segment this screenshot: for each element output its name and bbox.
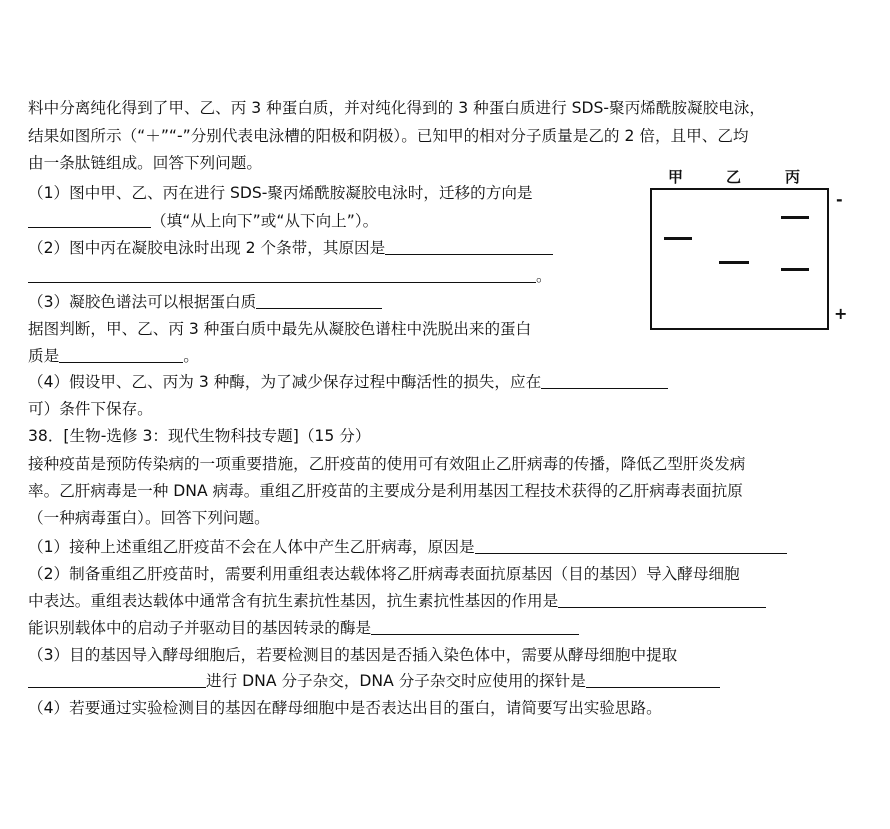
answer-blank — [475, 537, 787, 554]
text-line — [28, 345, 199, 367]
text-segment: （3）凝胶色谱法可以根据蛋白质 — [28, 293, 257, 311]
answer-blank — [28, 266, 536, 283]
text-segment: 率。乙肝病毒是一种 DNA 病毒。重组乙肝疫苗的主要成分是利用基因工程技术获得的乙肝病毒表面抗原 — [28, 482, 743, 500]
text-line — [28, 507, 270, 529]
text-line — [28, 398, 153, 420]
text-segment: 结果如图所示（“＋”“-”分别代表电泳槽的阳极和阴极）。已知甲的相对分子质量是乙的 2 倍，且甲、乙均 — [28, 127, 749, 145]
text-segment: 可）条件下保存。 — [28, 400, 153, 418]
answer-blank — [256, 292, 382, 309]
text-line — [28, 480, 743, 502]
text-segment: 。 — [536, 267, 552, 285]
text-segment: 能识别载体中的启动子并驱动目的基因转录的酶是 — [28, 619, 372, 637]
anode-sign: + — [834, 304, 848, 323]
lane-label-bing: 丙 — [785, 168, 801, 186]
text-segment: （2）图中丙在凝胶电泳时出现 2 个条带，其原因是 — [28, 239, 386, 257]
text-line — [28, 97, 765, 119]
answer-blank — [28, 671, 206, 688]
text-line — [28, 291, 382, 313]
text-segment: 料中分离纯化得到了甲、乙、丙 3 种蛋白质，并对纯化得到的 3 种蛋白质进行 SDS-聚丙烯酰胺凝胶电泳， — [28, 99, 765, 117]
answer-blank — [28, 211, 151, 228]
text-segment: 质是 — [28, 347, 60, 365]
text-segment: （1）图中甲、乙、丙在进行 SDS-聚丙烯酰胺凝胶电泳时，迁移的方向是 — [28, 184, 533, 202]
text-line — [28, 210, 378, 232]
band-jia — [664, 237, 692, 240]
answer-blank — [541, 372, 668, 389]
text-segment: 中表达。重组表达载体中通常含有抗生素抗性基因，抗生素抗性基因的作用是 — [28, 592, 559, 610]
text-line — [28, 152, 262, 174]
text-segment: 接种疫苗是预防传染病的一项重要措施，乙肝疫苗的使用可有效阻止乙肝病毒的传播，降低乙型肝炎发病 — [28, 455, 746, 473]
text-line — [28, 536, 787, 558]
text-line — [28, 590, 766, 612]
band-yi — [719, 261, 749, 264]
text-line — [28, 371, 668, 393]
text-line — [28, 644, 677, 666]
answer-blank — [558, 591, 766, 608]
text-line — [28, 425, 370, 447]
cathode-sign: - — [836, 190, 843, 209]
text-line — [28, 453, 745, 475]
text-segment: 进行 DNA 分子杂交，DNA 分子杂交时应使用的探针是 — [206, 672, 586, 690]
text-segment: 据图判断，甲、乙、丙 3 种蛋白质中最先从凝胶色谱柱中洗脱出来的蛋白 — [28, 320, 532, 338]
text-segment: （1）接种上述重组乙肝疫苗不会在人体中产生乙肝病毒，原因是 — [28, 538, 475, 556]
text-line — [28, 237, 553, 259]
text-segment: （4）假设甲、乙、丙为 3 种酶，为了减少保存过程中酶活性的损失，应在 — [28, 373, 542, 391]
electrophoresis-figure — [638, 164, 858, 334]
text-line — [28, 617, 579, 639]
text-segment: （2）制备重组乙肝疫苗时，需要利用重组表达载体将乙肝病毒表面抗原基因（目的基因）导入酵母细胞 — [28, 565, 740, 583]
text-line — [28, 265, 552, 287]
text-segment: （一种病毒蛋白）。回答下列问题。 — [28, 509, 270, 527]
text-segment: 由一条肽链组成。回答下列问题。 — [28, 154, 262, 172]
text-line — [28, 697, 662, 719]
band-bing-lower — [781, 268, 809, 271]
lane-label-yi: 乙 — [726, 168, 742, 186]
text-line — [28, 125, 749, 147]
gel-box — [650, 188, 829, 330]
text-segment: （3）目的基因导入酵母细胞后，若要检测目的基因是否插入染色体中，需要从酵母细胞中提取 — [28, 646, 678, 664]
answer-blank — [371, 618, 579, 635]
answer-blank — [59, 346, 183, 363]
text-segment: 38．[生物-选修 3：现代生物科技专题]（15 分） — [28, 427, 371, 445]
text-segment: 。 — [183, 347, 199, 365]
text-segment: （4）若要通过实验检测目的基因在酵母细胞中是否表达出目的蛋白，请简要写出实验思路。 — [28, 699, 662, 717]
lane-label-jia: 甲 — [668, 168, 684, 186]
answer-blank — [586, 671, 720, 688]
text-line — [28, 182, 533, 204]
text-line — [28, 563, 740, 585]
text-line — [28, 318, 531, 340]
text-segment: （填“从上向下”或“从下向上”）。 — [151, 212, 379, 230]
answer-blank — [385, 238, 553, 255]
band-bing-upper — [781, 216, 809, 219]
text-line — [28, 670, 720, 692]
